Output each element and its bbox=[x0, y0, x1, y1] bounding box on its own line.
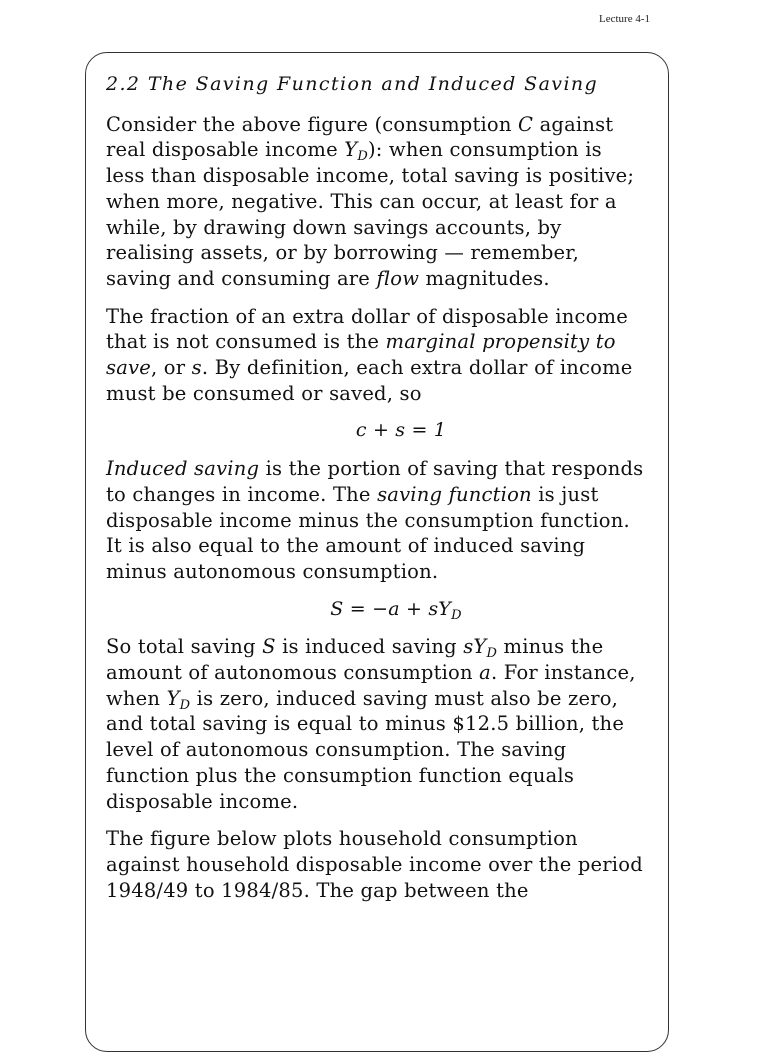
paragraph-5 bbox=[106, 826, 646, 903]
text: is the portion of saving that responds to changes in income. The bbox=[106, 457, 644, 506]
variable: s bbox=[191, 356, 202, 380]
variable: S bbox=[262, 635, 276, 659]
emphasis: marginal propensity to save bbox=[106, 330, 616, 380]
equation-saving-function bbox=[106, 597, 646, 623]
text: The fraction of an extra dollar of disposable income that is not consumed is the bbox=[106, 304, 628, 354]
text: ): when consumption is less than disposable income, total saving is positive; when more, negative. This can occur, at least for a while, by drawing down savings accounts, by realising assets, or by borrowing — remember, saving and consuming are bbox=[106, 138, 635, 290]
equation-text: S = −a + sY bbox=[330, 597, 452, 620]
text: . For instance, when bbox=[106, 661, 636, 710]
text: Consider the above figure (consumption bbox=[106, 112, 519, 136]
paragraph-2 bbox=[106, 304, 646, 407]
subscript: D bbox=[357, 149, 368, 165]
text: , or bbox=[151, 356, 192, 380]
text: is zero, induced saving must also be zero, and total saving is equal to minus $12.5 billion, the level of autonomous consumption. The saving function plus the consumption function equals disposable income. bbox=[106, 686, 625, 813]
text: against real disposable income bbox=[106, 112, 614, 162]
text: The figure below plots household consumption against household disposable income over the period 1948/49 to 1984/85. The gap between the bbox=[106, 827, 643, 902]
variable: sY bbox=[463, 635, 487, 659]
text: is just disposable income minus the consumption function. It is also equal to the amount of induced saving minus autonomous consumption. bbox=[106, 482, 630, 583]
lecture-content bbox=[106, 72, 646, 915]
paragraph-3 bbox=[106, 456, 646, 585]
subscript: D bbox=[179, 697, 191, 713]
text: . By definition, each extra dollar of income must be consumed or saved, so bbox=[106, 356, 633, 405]
paragraph-1 bbox=[106, 112, 646, 292]
variable: a bbox=[479, 661, 491, 685]
equation-text: c + s = 1 bbox=[355, 419, 447, 442]
subscript: D bbox=[486, 646, 498, 662]
equation-mpc-mps bbox=[106, 418, 646, 444]
emphasis: Induced saving bbox=[106, 457, 260, 481]
page-header-label: Lecture 4-1 bbox=[599, 13, 650, 25]
text: magnitudes. bbox=[419, 266, 550, 290]
text: So total saving bbox=[106, 635, 263, 659]
variable: C bbox=[518, 112, 534, 136]
paragraph-4 bbox=[106, 634, 646, 814]
text: minus the amount of autonomous consumption bbox=[106, 635, 604, 685]
variable: Y bbox=[166, 686, 180, 710]
subscript: D bbox=[451, 607, 462, 623]
emphasis: saving function bbox=[377, 482, 532, 506]
variable: Y bbox=[344, 138, 358, 162]
section-title: 2.2 The Saving Function and Induced Saving bbox=[106, 73, 599, 95]
text: is induced saving bbox=[275, 635, 464, 659]
emphasis: flow bbox=[376, 266, 420, 290]
